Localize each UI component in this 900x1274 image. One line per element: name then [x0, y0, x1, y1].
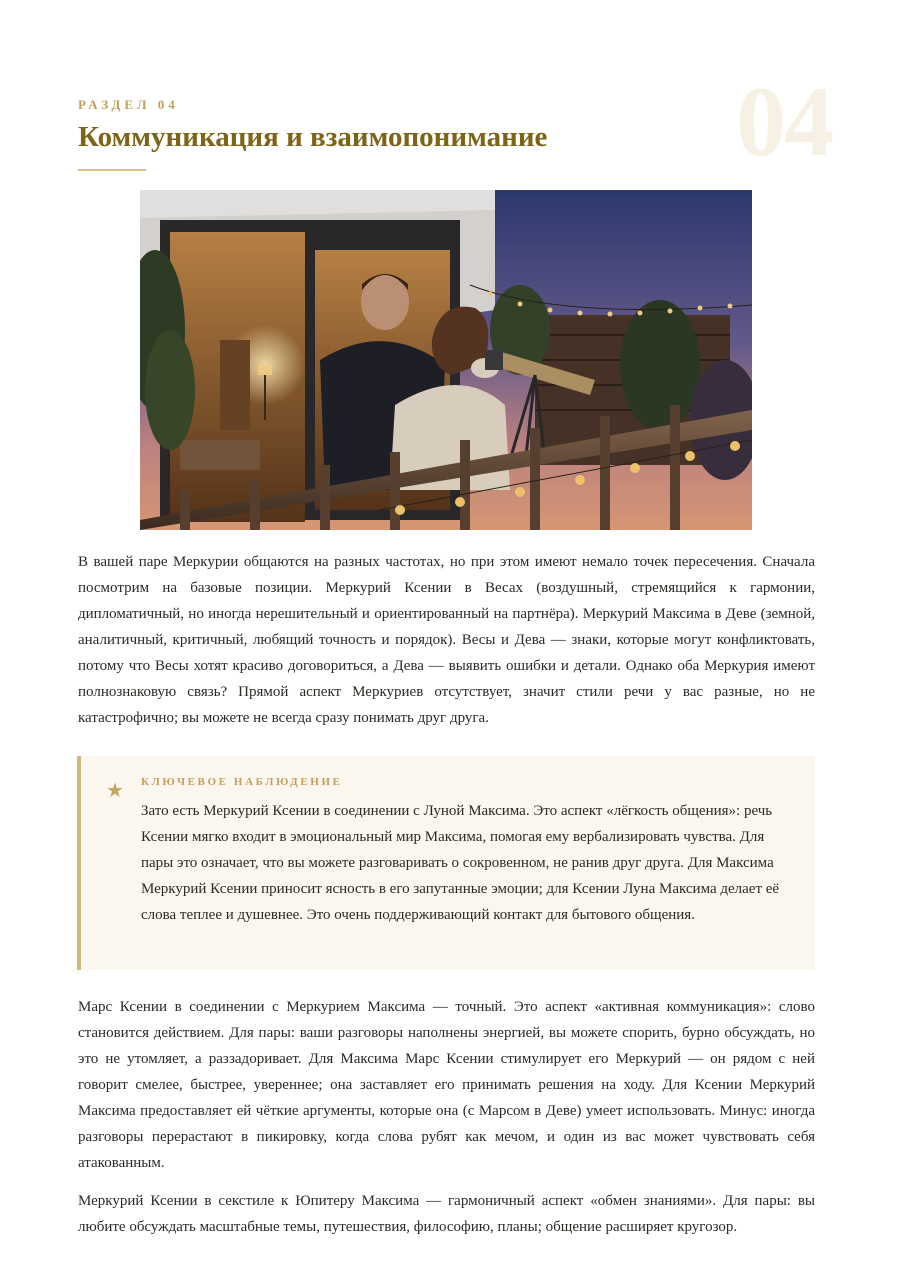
section-number-watermark: 04: [736, 66, 832, 177]
key-observation-callout: [77, 756, 815, 970]
callout-label: КЛЮЧЕВОЕ НАБЛЮДЕНИЕ: [141, 776, 343, 788]
photo-couple-telescope-balcony: [140, 190, 752, 530]
section-title: Коммуникация и взаимопонимание: [78, 121, 548, 153]
star-icon: ★: [106, 778, 124, 802]
title-underline: [78, 169, 146, 171]
body-paragraph-2: Марс Ксении в соединении с Меркурием Максима — точный. Это аспект «активная коммуникация»: слово становится действием. Для пары: ваши разговоры наполнены энергией, вы можете спорить, бурно обсуждать, но это не утомляет, а раззадоривает. Для Максима Марс Ксении стимулирует его Меркурий — он рядом с ней говорит смелее, быстрее, увереннее; она заставляет его принимать решения на ходу. Для Ксении Меркурий Максима предоставляет ей чёткие аргументы, которые она (с Марсом в Деве) умеет использовать. Минус: иногда разговоры перерастают в пикировку, когда слова рубят как мечом, и один из вас может чувствовать себя атакованным.: [78, 999, 815, 1171]
body-paragraph-1: В вашей паре Меркурии общаются на разных частотах, но при этом имеют немало точек пересечения. Сначала посмотрим на базовые позиции. Меркурий Ксении в Весах (воздушный, стремящийся к гармонии, дипломатичный, но иногда нерешительный и ориентированный на партнёра). Меркурий Максима в Деве (земной, аналитичный, критичный, любящий точность и порядок). Весы и Дева — знаки, которые могут конфликтовать, потому что Весы хотят красиво договориться, а Дева — выявить ошибки и детали. Однако оба Меркурия имеют полнознаковую связь? Прямой аспект Меркуриев отсутствует, значит стили речи у вас разные, но не катастрофично; вы можете не всегда сразу понимать друг друга.: [78, 554, 815, 726]
section-label: РАЗДЕЛ 04: [78, 97, 179, 112]
body-paragraph-3: Меркурий Ксении в секстиле к Юпитеру Максима — гармоничный аспект «обмен знаниями». Для пары: вы любите обсуждать масштабные темы, путешествия, философию, планы; общение расширяет кругозор.: [78, 1193, 815, 1235]
callout-text: Зато есть Меркурий Ксении в соединении с Луной Максима. Это аспект «лёгкость общения»: речь Ксении мягко входит в эмоциональный мир Максима, помогая ему вербализировать чувства. Для пары это означает, что вы можете разговаривать о сокровенном, не ранив друг друга. Для Максима Меркурий Ксении приносит ясность в его запутанные эмоции; для Ксении Луна Максима делает её слова теплее и душевнее. Это очень поддерживающий контакт для бытового общения.: [141, 803, 780, 923]
